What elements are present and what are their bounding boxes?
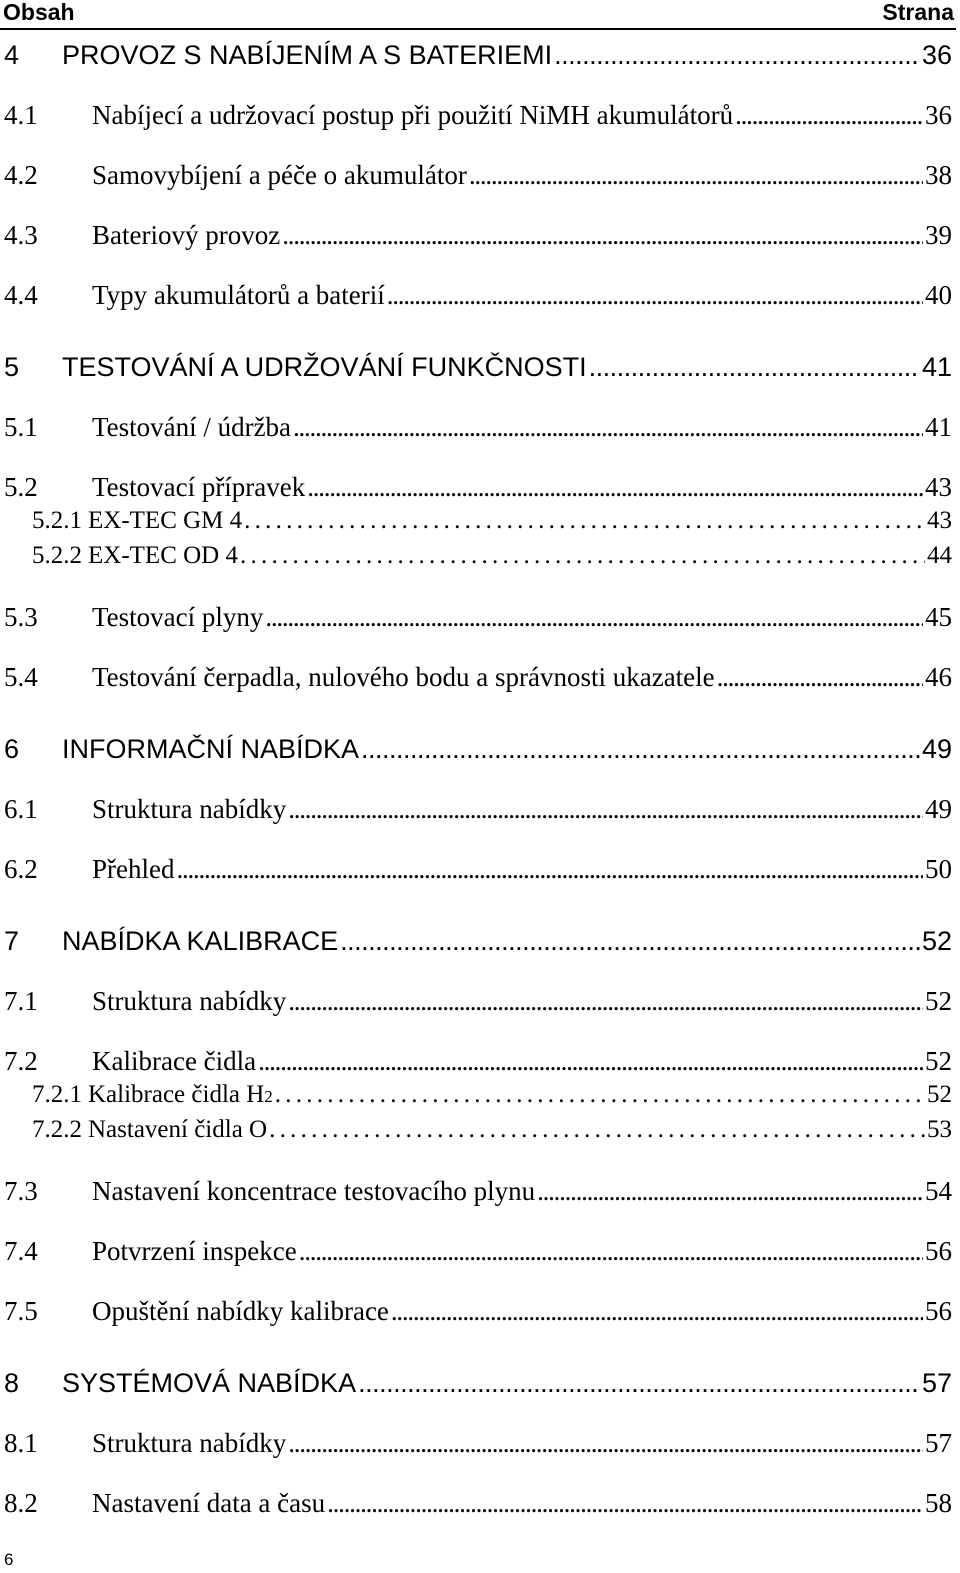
- toc-entry-title: Samovybíjení a péče o akumulátor: [92, 160, 467, 190]
- toc-entry-title: EX-TEC GM 4: [88, 507, 243, 534]
- toc-entry-page: 56: [925, 1236, 952, 1266]
- toc-entry-title: SYSTÉMOVÁ NABÍDKA: [62, 1368, 357, 1398]
- toc-entry[interactable]: [4, 472, 952, 503]
- header-page-label: Strana: [882, 0, 954, 25]
- toc-dot-leader: [269, 1116, 925, 1144]
- toc-entry-number: 8: [4, 1368, 20, 1398]
- toc-entry-number: 4: [4, 40, 20, 70]
- toc-entry[interactable]: [32, 1081, 952, 1109]
- toc-entry-number: 4.2: [4, 160, 38, 190]
- toc-entry[interactable]: [4, 986, 952, 1017]
- toc-entry[interactable]: [4, 412, 952, 443]
- toc-dot-leader: [307, 472, 923, 503]
- toc-entry-title: Nabíjecí a udržovací postup při použití NiMH akumulátorů: [92, 100, 734, 130]
- toc-entry-page: 49: [921, 734, 952, 764]
- toc-dot-leader: [288, 794, 923, 825]
- toc-entry-number: 5.2.2: [32, 542, 82, 569]
- header-contents-label: Obsah: [3, 0, 75, 25]
- toc-entry[interactable]: [4, 220, 952, 251]
- toc-entry[interactable]: [4, 734, 952, 765]
- toc-entry-number: 7.2: [4, 1046, 38, 1076]
- toc-entry-page: 52: [927, 1081, 952, 1108]
- toc-entry-number: 5.3: [4, 602, 38, 632]
- toc-entry-number: 8.1: [4, 1428, 38, 1458]
- toc-entry-page: 41: [921, 352, 952, 382]
- toc-dot-leader: [240, 542, 925, 570]
- toc-entry-page: 52: [921, 926, 952, 956]
- toc-dot-leader: [469, 160, 923, 191]
- toc-entry-page: 36: [925, 100, 952, 130]
- toc-header: [0, 0, 956, 30]
- toc-entry-title: Struktura nabídky: [92, 794, 287, 824]
- toc-entry-title: Nastavení čidla O: [88, 1116, 268, 1143]
- toc-entry[interactable]: [4, 1368, 952, 1399]
- toc-dot-leader: [282, 220, 923, 251]
- toc-entry-page: 49: [925, 794, 952, 824]
- page-number: 6: [4, 1550, 14, 1569]
- toc-entry-number: 7: [4, 926, 20, 956]
- toc-dot-leader: [391, 1296, 923, 1327]
- toc-entry-page: 43: [927, 507, 952, 534]
- toc-entry[interactable]: [4, 100, 952, 131]
- toc-entry-title: Testovací plyny: [92, 602, 264, 632]
- toc-entry-page: 39: [925, 220, 952, 250]
- toc-dot-leader: [361, 734, 920, 765]
- toc-entry-number: 7.3: [4, 1176, 38, 1206]
- toc-entry-number: 8.2: [4, 1488, 38, 1518]
- toc-entry-title: Testování / údržba: [92, 412, 292, 442]
- toc-entry-title: Kalibrace čidla H: [88, 1081, 265, 1108]
- toc-entry-number: 6: [4, 734, 20, 764]
- toc-entry-number: 6.2: [4, 854, 38, 884]
- toc-entry-number: 7.2.1: [32, 1081, 82, 1108]
- toc-dot-leader: [288, 986, 923, 1017]
- toc-entry-number: 7.4: [4, 1236, 38, 1266]
- toc-entry-subscript: 2: [264, 1087, 273, 1106]
- toc-entry-title: Přehled: [92, 854, 175, 884]
- toc-entry-title: Potvrzení inspekce: [92, 1236, 297, 1266]
- toc-entry-page: 58: [925, 1488, 952, 1518]
- toc-entry-number: 7.1: [4, 986, 38, 1016]
- toc-entry[interactable]: [4, 926, 952, 957]
- toc-dot-leader: [288, 1428, 923, 1459]
- toc-entry-page: 43: [925, 472, 952, 502]
- toc-entry-title: Nastavení data a času: [92, 1488, 326, 1518]
- toc-dot-leader: [358, 1368, 920, 1399]
- toc-entry[interactable]: [4, 40, 952, 71]
- toc-entry[interactable]: [32, 542, 952, 570]
- toc-entry-page: 53: [927, 1116, 952, 1143]
- toc-entry-title: EX-TEC OD 4: [88, 542, 238, 569]
- toc-entry-number: 4.4: [4, 280, 38, 310]
- toc-entry-title: Struktura nabídky: [92, 1428, 287, 1458]
- toc-entry-page: 54: [925, 1176, 952, 1206]
- toc-entry[interactable]: [4, 794, 952, 825]
- toc-dot-leader: [327, 1488, 923, 1519]
- toc-entry[interactable]: [4, 602, 952, 633]
- toc-entry[interactable]: [4, 1296, 952, 1327]
- toc-entry[interactable]: [4, 662, 952, 693]
- toc-entry-number: 5.1: [4, 412, 38, 442]
- toc-dot-leader: [258, 1046, 923, 1077]
- toc-entry-title: Typy akumulátorů a baterií: [92, 280, 385, 310]
- toc-dot-leader: [299, 1236, 923, 1267]
- toc-entry[interactable]: [4, 1488, 952, 1519]
- toc-entry[interactable]: [4, 1176, 952, 1207]
- toc-entry-number: 5: [4, 352, 20, 382]
- toc-entry-number: 4.3: [4, 220, 38, 250]
- toc-entry-page: 45: [925, 602, 952, 632]
- toc-entry-page: 46: [925, 662, 952, 692]
- toc-dot-leader: [293, 412, 923, 443]
- toc-entry-page: 52: [925, 1046, 952, 1076]
- toc-dot-leader: [176, 854, 923, 885]
- toc-entry-page: 56: [925, 1296, 952, 1326]
- toc-entry[interactable]: [32, 1116, 952, 1144]
- toc-entry-title: Nastavení koncentrace testovacího plynu: [92, 1176, 536, 1206]
- toc-entry-title: INFORMAČNÍ NABÍDKA: [62, 734, 360, 764]
- toc-entry-number: 4.1: [4, 100, 38, 130]
- toc-entry[interactable]: [4, 280, 952, 311]
- toc-entry-number: 7.2.2: [32, 1116, 82, 1143]
- toc-entry-page: 44: [927, 542, 952, 569]
- toc-entry[interactable]: [4, 352, 952, 383]
- toc-entry[interactable]: [4, 1236, 952, 1267]
- toc-entry-title: TESTOVÁNÍ A UDRŽOVÁNÍ FUNKČNOSTI: [62, 352, 587, 382]
- toc-entry[interactable]: [4, 160, 952, 191]
- toc-entry-title: Opuštění nabídky kalibrace: [92, 1296, 389, 1326]
- toc-entry-page: 36: [921, 40, 952, 70]
- toc-dot-leader: [554, 40, 920, 71]
- toc-entry-page: 57: [921, 1368, 952, 1398]
- toc-entry[interactable]: [4, 1428, 952, 1459]
- toc-entry-page: 40: [925, 280, 952, 310]
- toc-dot-leader: [589, 352, 920, 383]
- toc-entry-page: 50: [925, 854, 952, 884]
- toc-entry[interactable]: [4, 1046, 952, 1077]
- toc-entry-number: 5.4: [4, 662, 38, 692]
- toc-entry-number: 5.2: [4, 472, 38, 502]
- toc-dot-leader: [340, 926, 920, 957]
- toc-dot-leader: [244, 507, 925, 535]
- toc-dot-leader: [537, 1176, 923, 1207]
- toc-entry-number: 7.5: [4, 1296, 38, 1326]
- toc-entry-title: PROVOZ S NABÍJENÍM A S BATERIEMI: [62, 40, 553, 70]
- toc-entry-number: 5.2.1: [32, 507, 82, 534]
- toc-dot-leader: [717, 662, 923, 693]
- toc-entry-page: 38: [925, 160, 952, 190]
- toc-entry-number: 6.1: [4, 794, 38, 824]
- toc-entry-page: 52: [925, 986, 952, 1016]
- toc-entry[interactable]: [32, 507, 952, 535]
- toc-entry-title: Testování čerpadla, nulového bodu a správnosti ukazatele: [92, 662, 715, 692]
- toc-entry-title: Kalibrace čidla: [92, 1046, 257, 1076]
- toc-dot-leader: [735, 100, 923, 131]
- toc-entry-page: 57: [925, 1428, 952, 1458]
- toc-dot-leader: [387, 280, 923, 311]
- toc-entry-title: Struktura nabídky: [92, 986, 287, 1016]
- toc-entry-title: NABÍDKA KALIBRACE: [62, 926, 339, 956]
- toc-entry-title: Bateriový provoz: [92, 220, 281, 250]
- toc-entry[interactable]: [4, 854, 952, 885]
- toc-entry-title: Testovací přípravek: [92, 472, 306, 502]
- toc-dot-leader: [275, 1081, 925, 1109]
- toc-dot-leader: [265, 602, 923, 633]
- toc-entry-page: 41: [925, 412, 952, 442]
